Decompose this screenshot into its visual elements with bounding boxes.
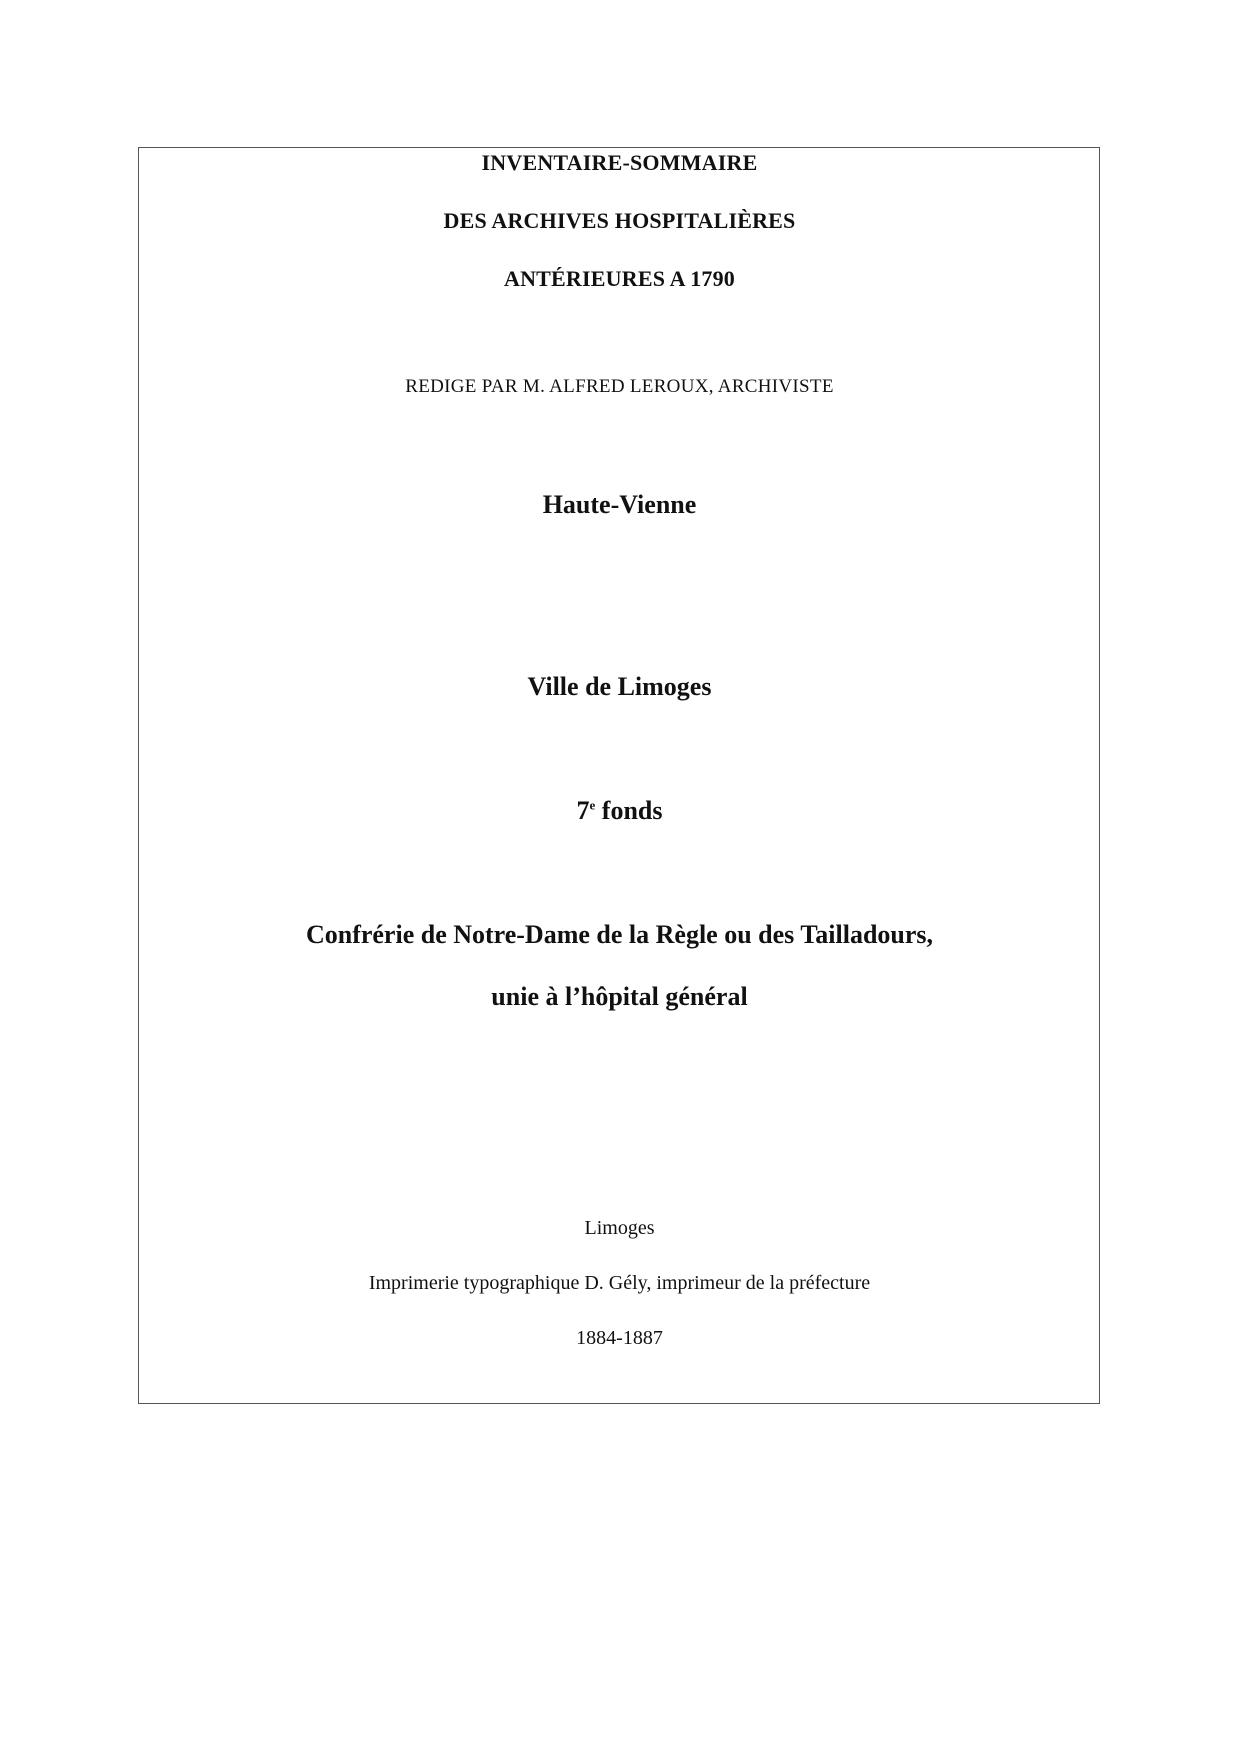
fonds-superscript: e <box>589 797 596 813</box>
title-line-1: Confrérie de Notre-Dame de la Règle ou des Tailladours, <box>305 920 934 949</box>
title-page-frame <box>138 147 1100 1404</box>
department-heading: Haute-Vienne <box>542 490 697 519</box>
city-heading: Ville de Limoges <box>527 672 712 701</box>
fonds-heading <box>0 796 1239 826</box>
imprint-dates: 1884-1887 <box>576 1327 663 1349</box>
fonds-label: fonds <box>601 796 663 825</box>
title-line-2: unie à l’hôpital général <box>491 982 748 1011</box>
header-line-1: INVENTAIRE-SOMMAIRE <box>481 150 758 175</box>
header-line-3: ANTÉRIEURES A 1790 <box>504 266 735 291</box>
author-line: REDIGE PAR M. ALFRED LEROUX, ARCHIVISTE <box>405 376 834 397</box>
imprint-place: Limoges <box>584 1217 655 1239</box>
imprint-printer: Imprimerie typographique D. Gély, imprimeur de la préfecture <box>368 1272 871 1294</box>
fonds-number: 7 <box>576 796 590 825</box>
header-line-2: DES ARCHIVES HOSPITALIÈRES <box>443 208 796 233</box>
